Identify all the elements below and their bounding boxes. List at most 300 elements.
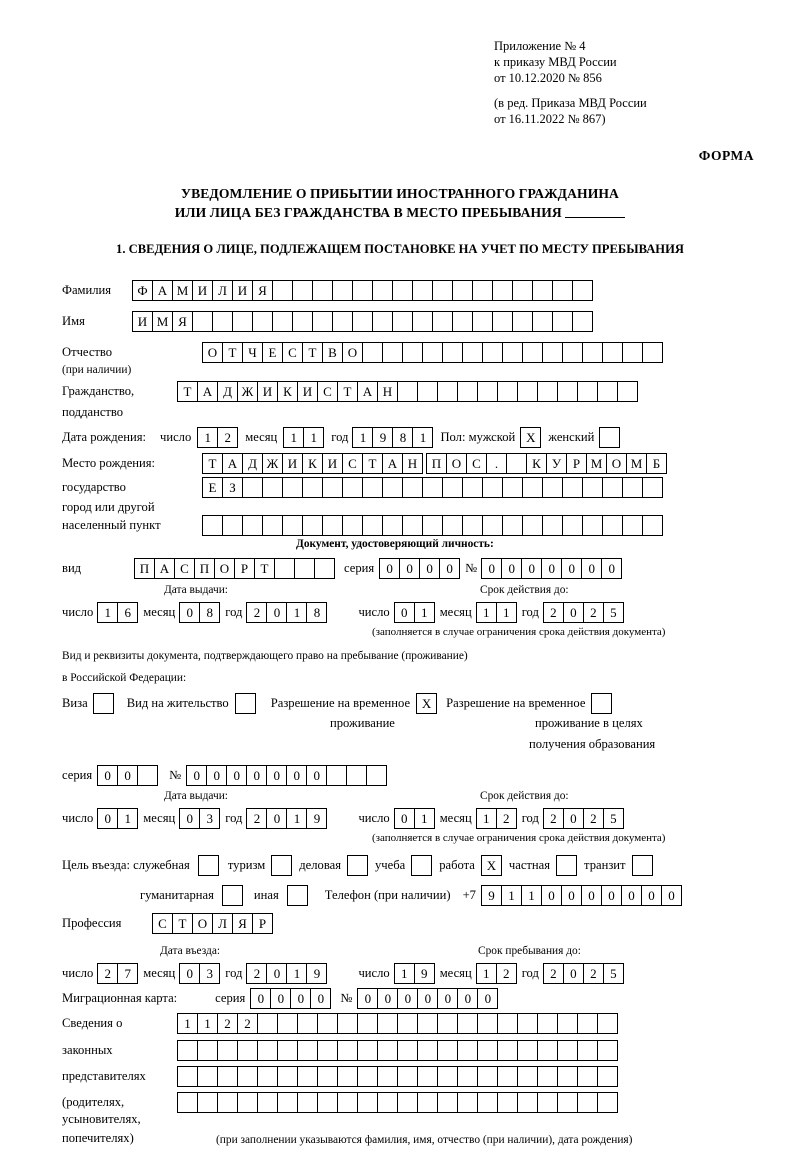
box-cell[interactable] — [397, 1092, 418, 1113]
box-cell[interactable]: 0 — [394, 602, 415, 623]
box-cell[interactable] — [372, 311, 393, 332]
box-cell[interactable] — [297, 1066, 318, 1087]
box-cell[interactable] — [452, 280, 473, 301]
box-cell[interactable]: 1 — [496, 602, 517, 623]
box-cell[interactable]: И — [232, 280, 253, 301]
box-cell[interactable] — [312, 311, 333, 332]
box-cell[interactable] — [517, 1040, 538, 1061]
box-cell[interactable] — [297, 1013, 318, 1034]
box-cell[interactable] — [277, 1092, 298, 1113]
box-cell[interactable]: С — [342, 453, 363, 474]
box-cell[interactable] — [432, 280, 453, 301]
box-cell[interactable]: 0 — [117, 765, 138, 786]
box-cell[interactable]: 9 — [306, 963, 327, 984]
box-cell[interactable]: . — [486, 453, 507, 474]
box-cell[interactable]: 0 — [394, 808, 415, 829]
box-cell[interactable] — [357, 1013, 378, 1034]
visa-checkbox[interactable] — [93, 693, 113, 714]
box-cell[interactable] — [502, 342, 523, 363]
box-cell[interactable] — [432, 311, 453, 332]
box-cell[interactable]: 3 — [199, 963, 220, 984]
box-cell[interactable]: 0 — [266, 963, 287, 984]
box-cell[interactable]: 1 — [412, 427, 433, 448]
box-cell[interactable] — [314, 558, 335, 579]
box-cell[interactable] — [517, 1013, 538, 1034]
box-cell[interactable] — [517, 381, 538, 402]
box-cell[interactable] — [556, 855, 577, 876]
box-cell[interactable] — [382, 515, 403, 536]
box-cell[interactable]: О — [202, 342, 223, 363]
box-cell[interactable]: 2 — [246, 602, 267, 623]
box-cell[interactable] — [412, 280, 433, 301]
box-cell[interactable]: 1 — [394, 963, 415, 984]
box-cell[interactable]: 0 — [179, 963, 200, 984]
box-cell[interactable]: 0 — [561, 558, 582, 579]
box-cell[interactable]: 2 — [217, 1013, 238, 1034]
box-cell[interactable] — [277, 1040, 298, 1061]
box-cell[interactable] — [397, 1013, 418, 1034]
box-cell[interactable] — [202, 515, 223, 536]
box-cell[interactable] — [457, 381, 478, 402]
purpose-humanitarian-checkbox[interactable] — [222, 885, 242, 906]
box-cell[interactable] — [417, 1092, 438, 1113]
box-cell[interactable]: 0 — [206, 765, 227, 786]
box-cell[interactable] — [237, 1092, 258, 1113]
box-cell[interactable] — [542, 477, 563, 498]
box-cell[interactable]: 0 — [563, 602, 584, 623]
box-cell[interactable]: 1 — [97, 602, 118, 623]
box-cell[interactable] — [337, 1013, 358, 1034]
box-cell[interactable] — [552, 311, 573, 332]
box-cell[interactable] — [377, 1040, 398, 1061]
doc-valid-day-input[interactable] — [394, 602, 434, 623]
box-cell[interactable]: Л — [212, 913, 233, 934]
box-cell[interactable]: 2 — [543, 963, 564, 984]
box-cell[interactable] — [557, 381, 578, 402]
purpose-service-checkbox[interactable] — [198, 855, 218, 876]
box-cell[interactable] — [537, 1040, 558, 1061]
box-cell[interactable]: 0 — [379, 558, 400, 579]
box-cell[interactable]: 0 — [501, 558, 522, 579]
box-cell[interactable]: 1 — [177, 1013, 198, 1034]
box-cell[interactable] — [397, 381, 418, 402]
doc-issue-month-input[interactable] — [179, 602, 219, 623]
box-cell[interactable]: С — [466, 453, 487, 474]
patronymic-input[interactable] — [202, 342, 662, 363]
box-cell[interactable]: 0 — [417, 988, 438, 1009]
box-cell[interactable]: 1 — [501, 885, 522, 906]
purpose-private-checkbox[interactable] — [556, 855, 576, 876]
box-cell[interactable]: В — [322, 342, 343, 363]
box-cell[interactable]: 0 — [286, 765, 307, 786]
box-cell[interactable]: 2 — [237, 1013, 258, 1034]
box-cell[interactable] — [242, 515, 263, 536]
box-cell[interactable] — [392, 280, 413, 301]
box-cell[interactable]: 0 — [179, 602, 200, 623]
box-cell[interactable] — [482, 515, 503, 536]
box-cell[interactable] — [597, 1066, 618, 1087]
box-cell[interactable] — [192, 311, 213, 332]
box-cell[interactable] — [402, 342, 423, 363]
box-cell[interactable] — [317, 1040, 338, 1061]
box-cell[interactable] — [642, 515, 663, 536]
citizenship-input[interactable] — [177, 381, 637, 402]
box-cell[interactable]: 2 — [217, 427, 238, 448]
box-cell[interactable] — [557, 1092, 578, 1113]
box-cell[interactable] — [437, 1092, 458, 1113]
box-cell[interactable] — [442, 342, 463, 363]
box-cell[interactable]: X — [416, 693, 437, 714]
box-cell[interactable]: 0 — [621, 885, 642, 906]
box-cell[interactable] — [346, 765, 367, 786]
box-cell[interactable] — [622, 477, 643, 498]
box-cell[interactable] — [632, 855, 653, 876]
box-cell[interactable]: Р — [252, 913, 273, 934]
entry-day-input[interactable] — [97, 963, 137, 984]
box-cell[interactable] — [591, 693, 612, 714]
box-cell[interactable]: 9 — [306, 808, 327, 829]
profession-input[interactable] — [152, 913, 272, 934]
box-cell[interactable]: X — [520, 427, 541, 448]
stay-day-input[interactable] — [394, 963, 434, 984]
box-cell[interactable] — [282, 477, 303, 498]
box-cell[interactable] — [522, 342, 543, 363]
legal-rep-input-row4[interactable] — [177, 1092, 617, 1113]
box-cell[interactable] — [362, 342, 383, 363]
box-cell[interactable]: 9 — [372, 427, 393, 448]
box-cell[interactable]: 2 — [97, 963, 118, 984]
box-cell[interactable] — [582, 342, 603, 363]
box-cell[interactable] — [497, 1066, 518, 1087]
box-cell[interactable] — [512, 280, 533, 301]
box-cell[interactable]: 0 — [226, 765, 247, 786]
box-cell[interactable] — [422, 342, 443, 363]
box-cell[interactable]: П — [426, 453, 447, 474]
box-cell[interactable] — [506, 453, 527, 474]
box-cell[interactable]: 0 — [290, 988, 311, 1009]
doc-valid-month-input[interactable] — [476, 602, 516, 623]
box-cell[interactable] — [542, 515, 563, 536]
box-cell[interactable] — [437, 1066, 458, 1087]
sex-female-checkbox[interactable] — [599, 427, 619, 448]
box-cell[interactable]: С — [152, 913, 173, 934]
box-cell[interactable] — [352, 311, 373, 332]
entry-year-input[interactable] — [246, 963, 326, 984]
box-cell[interactable] — [597, 381, 618, 402]
box-cell[interactable]: 0 — [477, 988, 498, 1009]
box-cell[interactable] — [357, 1066, 378, 1087]
box-cell[interactable] — [572, 311, 593, 332]
box-cell[interactable] — [572, 280, 593, 301]
box-cell[interactable]: М — [626, 453, 647, 474]
box-cell[interactable]: Н — [377, 381, 398, 402]
box-cell[interactable]: И — [322, 453, 343, 474]
box-cell[interactable] — [417, 1040, 438, 1061]
box-cell[interactable] — [317, 1092, 338, 1113]
box-cell[interactable] — [477, 381, 498, 402]
box-cell[interactable]: 0 — [266, 808, 287, 829]
box-cell[interactable]: Я — [232, 913, 253, 934]
legal-rep-input-row3[interactable] — [177, 1066, 617, 1087]
box-cell[interactable]: 0 — [419, 558, 440, 579]
box-cell[interactable] — [542, 342, 563, 363]
box-cell[interactable] — [457, 1040, 478, 1061]
box-cell[interactable] — [517, 1092, 538, 1113]
surname-input[interactable] — [132, 280, 592, 301]
box-cell[interactable] — [322, 477, 343, 498]
box-cell[interactable] — [477, 1066, 498, 1087]
box-cell[interactable]: Т — [172, 913, 193, 934]
box-cell[interactable]: 2 — [543, 808, 564, 829]
box-cell[interactable]: 1 — [286, 808, 307, 829]
box-cell[interactable]: И — [132, 311, 153, 332]
box-cell[interactable] — [552, 280, 573, 301]
edu-residence-checkbox[interactable] — [591, 693, 611, 714]
purpose-transit-checkbox[interactable] — [632, 855, 652, 876]
box-cell[interactable] — [642, 477, 663, 498]
box-cell[interactable]: 2 — [246, 963, 267, 984]
birthplace-city-input-row1[interactable] — [426, 453, 666, 474]
box-cell[interactable]: Я — [172, 311, 193, 332]
box-cell[interactable]: 0 — [399, 558, 420, 579]
box-cell[interactable] — [257, 1040, 278, 1061]
box-cell[interactable] — [417, 1066, 438, 1087]
permit-issue-month-input[interactable] — [179, 808, 219, 829]
box-cell[interactable] — [197, 1040, 218, 1061]
box-cell[interactable]: 0 — [306, 765, 327, 786]
box-cell[interactable]: У — [546, 453, 567, 474]
box-cell[interactable] — [287, 885, 308, 906]
box-cell[interactable] — [232, 311, 253, 332]
sex-male-checkbox[interactable] — [520, 427, 540, 448]
box-cell[interactable]: О — [342, 342, 363, 363]
box-cell[interactable]: X — [481, 855, 502, 876]
box-cell[interactable]: О — [606, 453, 627, 474]
box-cell[interactable] — [392, 311, 413, 332]
box-cell[interactable] — [562, 477, 583, 498]
box-cell[interactable] — [217, 1040, 238, 1061]
box-cell[interactable] — [277, 1066, 298, 1087]
box-cell[interactable] — [402, 515, 423, 536]
box-cell[interactable]: А — [357, 381, 378, 402]
box-cell[interactable]: С — [174, 558, 195, 579]
box-cell[interactable] — [352, 280, 373, 301]
box-cell[interactable] — [497, 381, 518, 402]
box-cell[interactable] — [198, 855, 219, 876]
box-cell[interactable]: 2 — [246, 808, 267, 829]
box-cell[interactable]: 0 — [246, 765, 267, 786]
box-cell[interactable] — [297, 1040, 318, 1061]
box-cell[interactable] — [537, 1092, 558, 1113]
box-cell[interactable]: И — [257, 381, 278, 402]
box-cell[interactable] — [252, 311, 273, 332]
box-cell[interactable]: 0 — [97, 808, 118, 829]
box-cell[interactable] — [597, 1013, 618, 1034]
box-cell[interactable] — [522, 477, 543, 498]
box-cell[interactable] — [562, 515, 583, 536]
box-cell[interactable] — [437, 1040, 458, 1061]
box-cell[interactable] — [442, 477, 463, 498]
box-cell[interactable]: Б — [646, 453, 667, 474]
box-cell[interactable]: Ж — [262, 453, 283, 474]
box-cell[interactable]: 0 — [641, 885, 662, 906]
box-cell[interactable]: Д — [217, 381, 238, 402]
box-cell[interactable] — [577, 1066, 598, 1087]
box-cell[interactable]: 3 — [199, 808, 220, 829]
box-cell[interactable]: 6 — [117, 602, 138, 623]
box-cell[interactable] — [562, 342, 583, 363]
box-cell[interactable] — [477, 1040, 498, 1061]
box-cell[interactable]: 1 — [117, 808, 138, 829]
box-cell[interactable] — [462, 515, 483, 536]
box-cell[interactable] — [357, 1092, 378, 1113]
box-cell[interactable]: 0 — [563, 963, 584, 984]
box-cell[interactable] — [422, 515, 443, 536]
box-cell[interactable]: 8 — [392, 427, 413, 448]
box-cell[interactable]: Е — [262, 342, 283, 363]
box-cell[interactable] — [357, 1040, 378, 1061]
box-cell[interactable]: 0 — [250, 988, 271, 1009]
box-cell[interactable]: К — [277, 381, 298, 402]
box-cell[interactable]: Т — [337, 381, 358, 402]
box-cell[interactable] — [362, 515, 383, 536]
phone-input[interactable] — [481, 885, 681, 906]
box-cell[interactable] — [497, 1013, 518, 1034]
box-cell[interactable] — [317, 1066, 338, 1087]
box-cell[interactable]: 0 — [437, 988, 458, 1009]
box-cell[interactable]: 0 — [179, 808, 200, 829]
box-cell[interactable]: Ж — [237, 381, 258, 402]
box-cell[interactable] — [497, 1040, 518, 1061]
box-cell[interactable] — [347, 855, 368, 876]
box-cell[interactable]: Е — [202, 477, 223, 498]
box-cell[interactable] — [377, 1092, 398, 1113]
box-cell[interactable]: А — [152, 280, 173, 301]
box-cell[interactable] — [242, 477, 263, 498]
box-cell[interactable] — [366, 765, 387, 786]
box-cell[interactable]: П — [134, 558, 155, 579]
box-cell[interactable] — [237, 1066, 258, 1087]
permit-number-input[interactable] — [186, 765, 386, 786]
box-cell[interactable] — [422, 477, 443, 498]
box-cell[interactable] — [557, 1013, 578, 1034]
box-cell[interactable] — [326, 765, 347, 786]
box-cell[interactable] — [642, 342, 663, 363]
box-cell[interactable] — [512, 311, 533, 332]
box-cell[interactable]: 0 — [521, 558, 542, 579]
box-cell[interactable] — [577, 1092, 598, 1113]
box-cell[interactable] — [292, 311, 313, 332]
box-cell[interactable]: И — [192, 280, 213, 301]
box-cell[interactable] — [622, 342, 643, 363]
box-cell[interactable] — [272, 280, 293, 301]
box-cell[interactable]: 1 — [286, 602, 307, 623]
doctype-input[interactable] — [134, 558, 334, 579]
box-cell[interactable]: 0 — [357, 988, 378, 1009]
box-cell[interactable] — [457, 1013, 478, 1034]
box-cell[interactable] — [362, 477, 383, 498]
box-cell[interactable] — [472, 280, 493, 301]
box-cell[interactable]: 7 — [117, 963, 138, 984]
purpose-tourism-checkbox[interactable] — [271, 855, 291, 876]
box-cell[interactable] — [257, 1013, 278, 1034]
birth-year-input[interactable] — [352, 427, 432, 448]
box-cell[interactable] — [442, 515, 463, 536]
box-cell[interactable] — [257, 1092, 278, 1113]
doc-issue-year-input[interactable] — [246, 602, 326, 623]
box-cell[interactable] — [337, 1040, 358, 1061]
box-cell[interactable]: 0 — [563, 808, 584, 829]
box-cell[interactable]: 5 — [603, 963, 624, 984]
box-cell[interactable]: А — [222, 453, 243, 474]
mig-number-input[interactable] — [357, 988, 497, 1009]
box-cell[interactable] — [397, 1040, 418, 1061]
box-cell[interactable] — [452, 311, 473, 332]
box-cell[interactable] — [337, 1092, 358, 1113]
box-cell[interactable] — [537, 381, 558, 402]
box-cell[interactable] — [437, 381, 458, 402]
box-cell[interactable] — [342, 477, 363, 498]
box-cell[interactable] — [332, 280, 353, 301]
box-cell[interactable]: 0 — [481, 558, 502, 579]
box-cell[interactable]: 0 — [581, 885, 602, 906]
box-cell[interactable] — [537, 1013, 558, 1034]
box-cell[interactable] — [457, 1092, 478, 1113]
box-cell[interactable]: 9 — [414, 963, 435, 984]
box-cell[interactable]: К — [302, 453, 323, 474]
temp-residence-checkbox[interactable] — [416, 693, 436, 714]
box-cell[interactable] — [597, 1092, 618, 1113]
box-cell[interactable]: 0 — [439, 558, 460, 579]
box-cell[interactable] — [462, 477, 483, 498]
box-cell[interactable]: 2 — [496, 963, 517, 984]
box-cell[interactable] — [557, 1066, 578, 1087]
box-cell[interactable] — [302, 477, 323, 498]
legal-rep-input-row1[interactable] — [177, 1013, 617, 1034]
box-cell[interactable]: 1 — [286, 963, 307, 984]
box-cell[interactable]: 2 — [583, 963, 604, 984]
box-cell[interactable]: Д — [242, 453, 263, 474]
box-cell[interactable] — [502, 515, 523, 536]
box-cell[interactable] — [294, 558, 315, 579]
box-cell[interactable] — [377, 1013, 398, 1034]
box-cell[interactable] — [382, 477, 403, 498]
box-cell[interactable]: О — [192, 913, 213, 934]
box-cell[interactable]: А — [197, 381, 218, 402]
box-cell[interactable] — [412, 311, 433, 332]
entry-month-input[interactable] — [179, 963, 219, 984]
box-cell[interactable] — [492, 311, 513, 332]
box-cell[interactable] — [262, 515, 283, 536]
doc-issue-day-input[interactable] — [97, 602, 137, 623]
box-cell[interactable] — [437, 1013, 458, 1034]
residence-checkbox[interactable] — [235, 693, 255, 714]
box-cell[interactable] — [622, 515, 643, 536]
box-cell[interactable]: А — [154, 558, 175, 579]
box-cell[interactable]: Я — [252, 280, 273, 301]
box-cell[interactable] — [382, 342, 403, 363]
permit-issue-year-input[interactable] — [246, 808, 326, 829]
box-cell[interactable] — [477, 1092, 498, 1113]
box-cell[interactable]: Ч — [242, 342, 263, 363]
box-cell[interactable] — [472, 311, 493, 332]
box-cell[interactable]: Т — [254, 558, 275, 579]
box-cell[interactable]: Т — [302, 342, 323, 363]
box-cell[interactable]: Т — [202, 453, 223, 474]
box-cell[interactable] — [577, 1013, 598, 1034]
box-cell[interactable]: 0 — [601, 885, 622, 906]
box-cell[interactable] — [522, 515, 543, 536]
